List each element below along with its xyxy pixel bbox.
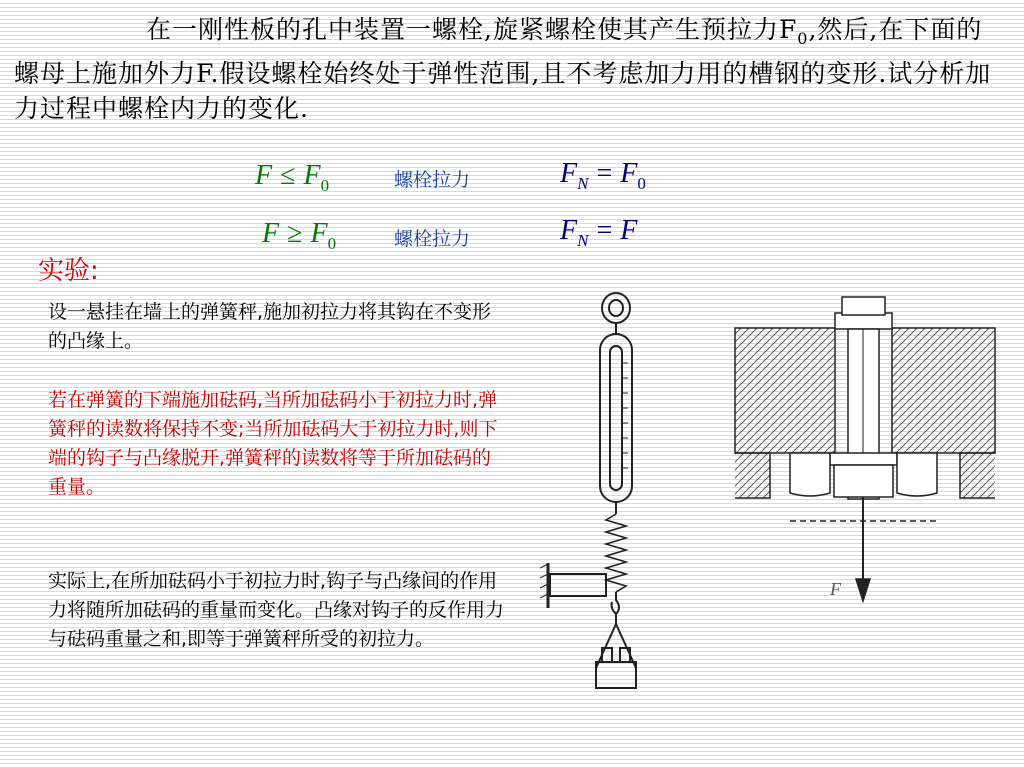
spring-scale-illustration — [540, 288, 660, 698]
condition-formula-2: $F \ge F_0$ — [262, 218, 337, 253]
force-label: F — [830, 579, 841, 599]
bolt-plate-illustration — [730, 283, 1000, 613]
experiment-title: 实验: — [38, 256, 99, 286]
intro-text-1: 在一刚性板的孔中装置一螺栓,旋紧螺栓使其产生预拉力F — [146, 15, 798, 44]
experiment-para-3: 实际上,在所加砝码小于初拉力时,钩子与凸缘间的作用力将随所加砝码的重量而变化。凸缘对钩子的反作用力与砝码重量之和,即等于弹簧秤所受的初拉力。 — [48, 570, 505, 650]
result-formula-1: $F_N = F_0$ — [560, 158, 646, 193]
condition-formula-1: $F \le F_0$ — [255, 160, 330, 195]
experiment-para-1: 设一悬挂在墙上的弹簧秤,施加初拉力将其钩在不变形的凸缘上。 — [48, 301, 492, 352]
intro-text-2: ,然后,在下面的螺母上施加外力F.假设螺栓始终处于弹性范围,且不考虑加力用的槽钢的变形.试分析加力过程中螺栓内力的变化. — [14, 15, 992, 123]
experiment-para-2: 若在弹簧的下端施加砝码,当所加砝码小于初拉力时,弹簧秤的读数将保持不变;当所加砝码大于初拉力时,则下端的钩子与凸缘脱开,弹簧秤的读数将等于所加砝码的重量。 — [48, 389, 498, 498]
intro-paragraph — [14, 12, 1004, 126]
bolt-tension-label-1: 螺栓拉力 — [394, 169, 471, 191]
result-formula-2: $F_N = F$ — [560, 215, 638, 250]
intro-sub: 0 — [797, 29, 809, 48]
bolt-tension-label-2: 螺栓拉力 — [394, 228, 471, 250]
